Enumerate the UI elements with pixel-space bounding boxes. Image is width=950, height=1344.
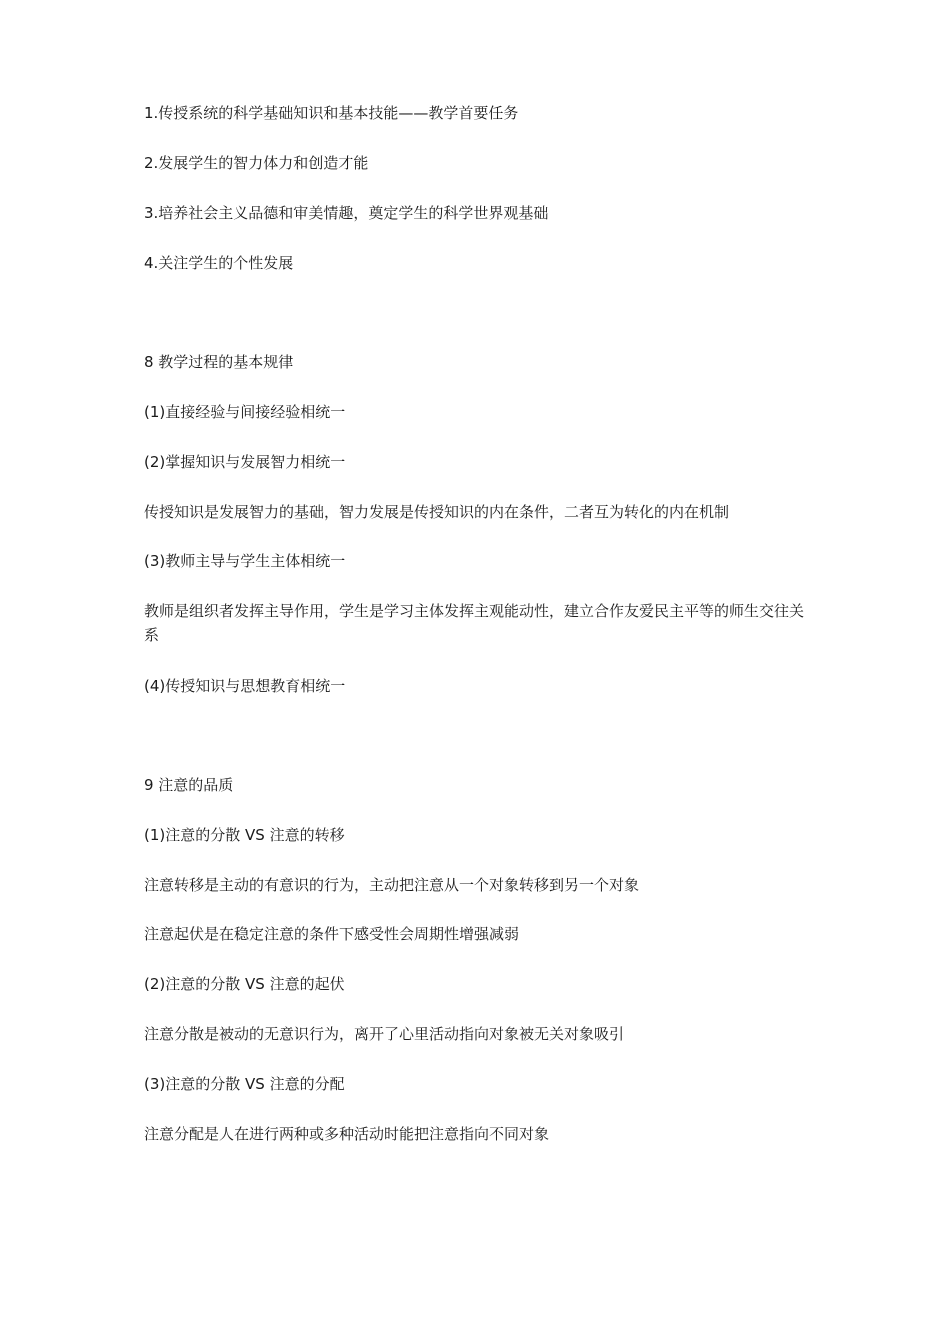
attention-item-3: (3)注意的分散 VS 注意的分配 <box>144 1075 345 1093</box>
task-item-1: 1.传授系统的科学基础知识和基本技能——教学首要任务 <box>144 104 519 122</box>
attention-item-1-explanation: 注意转移是主动的有意识的行为，主动把注意从一个对象转移到另一个对象 <box>144 876 640 894</box>
law-item-1: (1)直接经验与间接经验相统一 <box>144 403 346 421</box>
section-heading-9: 9 注意的品质 <box>144 776 234 794</box>
section-heading-8: 8 教学过程的基本规律 <box>144 353 294 371</box>
task-item-4: 4.关注学生的个性发展 <box>144 254 294 272</box>
attention-item-3-explanation: 注意分配是人在进行两种或多种活动时能把注意指向不同对象 <box>144 1125 550 1143</box>
task-item-2: 2.发展学生的智力体力和创造才能 <box>144 154 369 172</box>
law-item-3: (3)教师主导与学生主体相统一 <box>144 552 346 570</box>
law-item-4: (4)传授知识与思想教育相统一 <box>144 677 346 695</box>
attention-item-2: (2)注意的分散 VS 注意的起伏 <box>144 975 345 993</box>
task-item-3: 3.培养社会主义品德和审美情趣，奠定学生的科学世界观基础 <box>144 204 549 222</box>
attention-item-1: (1)注意的分散 VS 注意的转移 <box>144 826 345 844</box>
attention-item-2-explanation: 注意分散是被动的无意识行为，离开了心里活动指向对象被无关对象吸引 <box>144 1025 625 1043</box>
law-item-3-explanation: 教师是组织者发挥主导作用，学生是学习主体发挥主观能动性，建立合作友爱民主平等的师生交往关系 <box>144 602 805 644</box>
law-item-2-explanation: 传授知识是发展智力的基础，智力发展是传授知识的内在条件，二者互为转化的内在机制 <box>144 503 730 521</box>
law-item-2: (2)掌握知识与发展智力相统一 <box>144 453 346 471</box>
attention-fluctuation-explanation: 注意起伏是在稳定注意的条件下感受性会周期性增强减弱 <box>144 925 520 943</box>
